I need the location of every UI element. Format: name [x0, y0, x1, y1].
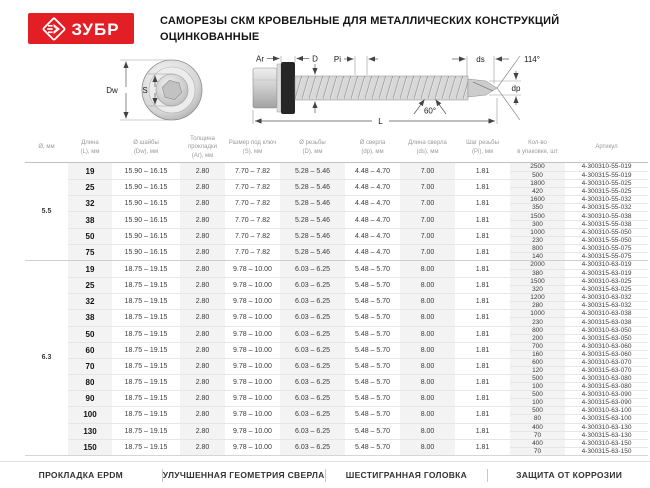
quantity-cell: 230 [510, 237, 565, 244]
table-body [25, 163, 648, 455]
thread-pitch-cell: 1.81 [475, 167, 490, 175]
thread-diameter-cell: 6.03 – 6.25 [280, 261, 345, 277]
drill-diameter-cell: 4.48 – 4.70 [354, 167, 391, 175]
sku-cell: 4-300315-63-130 [581, 431, 632, 439]
length-cell: 25 [68, 278, 112, 293]
thread-pitch-cell: 1.81 [475, 216, 490, 224]
quantity-cell: 120 [510, 367, 565, 374]
drill-length-cell: 8.00 [400, 391, 455, 406]
sku-cell: 4-300310-55-050 [581, 228, 632, 236]
spec-row [68, 228, 648, 244]
gasket-thickness-cell: 2.80 [180, 229, 225, 244]
spec-row [68, 195, 648, 211]
wrench-size-cell: 9.78 – 10.00 [233, 282, 272, 290]
wrench-size-cell: 9.78 – 10.00 [233, 362, 272, 370]
pack-group [510, 375, 648, 390]
drill-length-cell: 8.00 [400, 294, 455, 309]
sku-cell: 4-300315-63-100 [581, 415, 632, 423]
column-header-quantity: Кол-во в упаковке, шт [517, 140, 558, 155]
sku-cell: 4-300310-63-032 [581, 294, 632, 302]
length-cell: 19 [68, 163, 112, 179]
spec-row [68, 211, 648, 227]
washer-diameter-cell: 15.90 – 16.15 [124, 184, 168, 192]
wrench-size-cell: 9.78 – 10.00 [233, 298, 272, 306]
washer-diameter-cell: 18.75 – 19.15 [124, 362, 168, 370]
drill-diameter-cell: 5.48 – 5.70 [354, 395, 391, 403]
drill-length-cell: 7.00 [400, 245, 455, 260]
drill-length-cell: 8.00 [400, 261, 455, 277]
length-cell: 38 [68, 310, 112, 325]
length-cell: 60 [68, 343, 112, 358]
sku-cell: 4-300315-63-032 [581, 302, 632, 310]
quantity-cell: 300 [510, 221, 565, 228]
diameter-cell: 5.5 [41, 207, 52, 215]
quantity-cell: 100 [510, 399, 565, 406]
pack-group [510, 391, 648, 406]
sku-cell: 4-300315-55-050 [581, 236, 632, 244]
thread-pitch-cell: 1.81 [475, 298, 490, 306]
length-cell: 25 [68, 180, 112, 195]
thread-diameter-cell: 6.03 – 6.25 [280, 343, 345, 358]
sku-cell: 4-300310-63-150 [581, 439, 632, 447]
spec-row [68, 390, 648, 406]
sku-cell: 4-300315-63-060 [581, 350, 632, 358]
features-bar [0, 461, 650, 488]
sku-cell: 4-300310-63-019 [581, 261, 632, 269]
sku-cell: 4-300310-55-038 [581, 212, 632, 220]
thread-diameter-cell: 6.03 – 6.25 [280, 407, 345, 422]
thread-diameter-cell: 6.03 – 6.25 [280, 359, 345, 374]
drill-length-cell: 7.00 [400, 212, 455, 227]
washer-diameter-cell: 18.75 – 19.15 [124, 411, 168, 419]
quantity-cell: 140 [510, 253, 565, 260]
washer-diameter-cell: 18.75 – 19.15 [124, 427, 168, 435]
washer-diameter-cell: 18.75 – 19.15 [124, 330, 168, 338]
quantity-cell: 350 [510, 204, 565, 211]
thread-diameter-cell: 6.03 – 6.25 [280, 310, 345, 325]
title-line-2: ОЦИНКОВАННЫЕ [160, 30, 260, 43]
wrench-size-cell: 7.70 – 7.82 [234, 184, 271, 192]
thread-diameter-cell: 5.28 – 5.46 [280, 196, 345, 211]
sku-cell: 4-300315-63-070 [581, 366, 632, 374]
quantity-cell: 70 [510, 448, 565, 455]
quantity-cell: 1800 [510, 180, 565, 187]
thread-pitch-cell: 1.81 [475, 346, 490, 354]
gasket-thickness-cell: 2.80 [180, 343, 225, 358]
sku-cell: 4-300310-63-070 [581, 358, 632, 366]
quantity-cell: 2000 [510, 261, 565, 269]
drill-length-cell: 8.00 [400, 407, 455, 422]
washer-top-view [142, 60, 202, 120]
spec-row [68, 261, 648, 277]
wrench-size-cell: 9.78 – 10.00 [233, 395, 272, 403]
dim-label-dp: dp [511, 84, 521, 93]
pack-group [510, 327, 648, 342]
quantity-cell: 400 [510, 424, 565, 431]
length-cell: 32 [68, 294, 112, 309]
sku-cell: 4-300315-63-025 [581, 286, 632, 294]
length-cell: 150 [68, 440, 112, 455]
sku-cell: 4-300315-63-090 [581, 399, 632, 407]
pack-group [510, 440, 648, 455]
spec-row [68, 163, 648, 179]
feature-drill-geometry: УЛУЧШЕННАЯ ГЕОМЕТРИЯ СВЕРЛА [162, 470, 325, 480]
size-section [25, 260, 648, 455]
gasket-thickness-cell: 2.80 [180, 391, 225, 406]
drill-diameter-cell: 5.48 – 5.70 [354, 298, 391, 306]
column-header-gasket: Толщина прокладки (Ar), мм [188, 136, 217, 159]
washer-diameter-cell: 18.75 – 19.15 [124, 265, 168, 273]
gasket-thickness-cell: 2.80 [180, 196, 225, 211]
sku-cell: 4-300310-63-090 [581, 391, 632, 399]
thread-diameter-cell: 6.03 – 6.25 [280, 294, 345, 309]
thread-diameter-cell: 5.28 – 5.46 [280, 163, 345, 179]
drill-diameter-cell: 5.48 – 5.70 [354, 362, 391, 370]
quantity-cell: 500 [510, 172, 565, 180]
wrench-size-cell: 9.78 – 10.00 [233, 379, 272, 387]
washer-diameter-cell: 15.90 – 16.15 [124, 232, 168, 240]
thread-diameter-cell: 6.03 – 6.25 [280, 375, 345, 390]
sku-cell: 4-300315-63-038 [581, 318, 632, 326]
drill-diameter-cell: 4.48 – 4.70 [354, 248, 391, 256]
quantity-cell: 2500 [510, 163, 565, 171]
gasket-thickness-cell: 2.80 [180, 407, 225, 422]
drill-length-cell: 7.00 [400, 229, 455, 244]
drill-length-cell: 8.00 [400, 440, 455, 455]
quantity-cell: 400 [510, 440, 565, 447]
quantity-cell: 100 [510, 383, 565, 390]
length-cell: 19 [68, 261, 112, 277]
quantity-cell: 600 [510, 359, 565, 366]
column-header-wrench: Размер под ключ (S), мм [228, 140, 277, 155]
spec-row [68, 277, 648, 293]
pack-group [510, 212, 648, 227]
quantity-cell: 160 [510, 351, 565, 358]
wrench-size-cell: 9.78 – 10.00 [233, 411, 272, 419]
sku-cell: 4-300310-63-080 [581, 375, 632, 383]
length-cell: 38 [68, 212, 112, 227]
gasket-thickness-cell: 2.80 [180, 180, 225, 195]
pack-group [510, 245, 648, 260]
quantity-cell: 420 [510, 188, 565, 195]
thread-diameter-cell: 5.28 – 5.46 [280, 245, 345, 260]
drill-diameter-cell: 5.48 – 5.70 [354, 314, 391, 322]
thread-diameter-cell: 5.28 – 5.46 [280, 229, 345, 244]
spec-row [68, 423, 648, 439]
wrench-size-cell: 9.78 – 10.00 [233, 443, 272, 451]
drill-diameter-cell: 4.48 – 4.70 [354, 200, 391, 208]
length-cell: 80 [68, 375, 112, 390]
spec-row [68, 309, 648, 325]
column-header-drill-length: Длина сверла (ds), мм [408, 140, 447, 155]
wrench-size-cell: 7.70 – 7.82 [234, 167, 271, 175]
quantity-cell: 1500 [510, 212, 565, 219]
thread-diameter-cell: 6.03 – 6.25 [280, 424, 345, 439]
thread-diameter-cell: 6.03 – 6.25 [280, 391, 345, 406]
length-cell: 70 [68, 359, 112, 374]
wrench-size-cell: 9.78 – 10.00 [233, 427, 272, 435]
gasket-thickness-cell: 2.80 [180, 310, 225, 325]
sku-cell: 4-300310-55-075 [581, 244, 632, 252]
quantity-cell: 700 [510, 343, 565, 350]
sku-cell: 4-300310-63-060 [581, 342, 632, 350]
gasket-thickness-cell: 2.80 [180, 278, 225, 293]
pack-group [510, 261, 648, 277]
sku-cell: 4-300315-63-050 [581, 334, 632, 342]
wrench-size-cell: 7.70 – 7.82 [234, 232, 271, 240]
pack-group [510, 229, 648, 244]
washer-diameter-cell: 18.75 – 19.15 [124, 443, 168, 451]
drill-diameter-cell: 5.48 – 5.70 [354, 427, 391, 435]
spec-row [68, 326, 648, 342]
thread-pitch-cell: 1.81 [475, 330, 490, 338]
gasket-thickness-cell: 2.80 [180, 440, 225, 455]
drill-length-cell: 8.00 [400, 375, 455, 390]
washer-diameter-cell: 15.90 – 16.15 [124, 216, 168, 224]
thread-pitch-cell: 1.81 [475, 411, 490, 419]
sku-cell: 4-300315-55-038 [581, 220, 632, 228]
column-header-drill: Ø сверла (dp), мм [359, 140, 386, 155]
length-cell: 100 [68, 407, 112, 422]
length-cell: 90 [68, 391, 112, 406]
drill-length-cell: 7.00 [400, 196, 455, 211]
gasket-thickness-cell: 2.80 [180, 163, 225, 179]
drill-diameter-cell: 5.48 – 5.70 [354, 265, 391, 273]
thread-pitch-cell: 1.81 [475, 200, 490, 208]
washer-diameter-cell: 15.90 – 16.15 [124, 248, 168, 256]
washer-diameter-cell: 15.90 – 16.15 [124, 200, 168, 208]
column-header-sku: Артикул [595, 144, 618, 151]
spec-row [68, 406, 648, 422]
wrench-size-cell: 9.78 – 10.00 [233, 314, 272, 322]
thread-diameter-cell: 6.03 – 6.25 [280, 278, 345, 293]
drill-diameter-cell: 5.48 – 5.70 [354, 411, 391, 419]
spec-row [68, 244, 648, 260]
drill-diameter-cell: 4.48 – 4.70 [354, 216, 391, 224]
thread-pitch-cell: 1.81 [475, 443, 490, 451]
pack-group [510, 163, 648, 179]
dim-label-ds: ds [476, 55, 485, 64]
dim-label-length: L [378, 117, 383, 126]
spec-row [68, 374, 648, 390]
drill-diameter-cell: 4.48 – 4.70 [354, 184, 391, 192]
thread-diameter-cell: 5.28 – 5.46 [280, 212, 345, 227]
pack-group [510, 196, 648, 211]
gasket-thickness-cell: 2.80 [180, 212, 225, 227]
spec-table [25, 133, 648, 456]
length-cell: 50 [68, 229, 112, 244]
quantity-cell: 500 [510, 391, 565, 398]
gasket-thickness-cell: 2.80 [180, 327, 225, 342]
zubr-logo [28, 13, 134, 44]
gasket-thickness-cell: 2.80 [180, 294, 225, 309]
title-line-1: САМОРЕЗЫ СКМ КРОВЕЛЬНЫЕ ДЛЯ МЕТАЛЛИЧЕСКИХ КОНСТРУКЦИЙ [160, 15, 560, 27]
wrench-size-cell: 9.78 – 10.00 [233, 265, 272, 273]
pack-group [510, 424, 648, 439]
diameter-cell: 6.3 [41, 354, 52, 362]
dim-label-ar: Ar [256, 54, 264, 64]
length-cell: 50 [68, 327, 112, 342]
zubr-arrow-icon [42, 17, 66, 41]
drill-length-cell: 8.00 [400, 343, 455, 358]
pack-group [510, 180, 648, 195]
pack-group [510, 343, 648, 358]
dim-label-dw: Dw [106, 86, 118, 95]
gasket-thickness-cell: 2.80 [180, 245, 225, 260]
drill-diameter-cell: 5.48 – 5.70 [354, 330, 391, 338]
quantity-cell: 500 [510, 407, 565, 414]
thread-pitch-cell: 1.81 [475, 265, 490, 273]
thread-pitch-cell: 1.81 [475, 427, 490, 435]
sku-cell: 4-300310-63-130 [581, 423, 632, 431]
pack-group [510, 407, 648, 422]
thread-pitch-cell: 1.81 [475, 314, 490, 322]
spec-row [68, 179, 648, 195]
thread-pitch-cell: 1.81 [475, 379, 490, 387]
length-cell: 75 [68, 245, 112, 260]
wrench-size-cell: 9.78 – 10.00 [233, 330, 272, 338]
sku-cell: 4-300315-55-025 [581, 188, 632, 196]
drill-diameter-cell: 4.48 – 4.70 [354, 232, 391, 240]
length-cell: 32 [68, 196, 112, 211]
sku-cell: 4-300315-63-019 [581, 269, 632, 277]
quantity-cell: 1500 [510, 278, 565, 285]
washer-diameter-cell: 18.75 – 19.15 [124, 395, 168, 403]
page-title [160, 14, 630, 46]
column-header-length: Длина (L), мм [80, 140, 100, 155]
column-header-diameter: Ø, мм [38, 144, 55, 151]
drill-length-cell: 8.00 [400, 278, 455, 293]
quantity-cell: 1000 [510, 229, 565, 236]
thread-pitch-cell: 1.81 [475, 395, 490, 403]
dim-label-tip-angle: 114° [524, 55, 540, 64]
quantity-cell: 380 [510, 270, 565, 278]
thread-diameter-cell: 5.28 – 5.46 [280, 180, 345, 195]
sku-cell: 4-300310-63-050 [581, 326, 632, 334]
sku-cell: 4-300310-63-100 [581, 407, 632, 415]
sku-cell: 4-300315-63-080 [581, 383, 632, 391]
thread-pitch-cell: 1.81 [475, 232, 490, 240]
sku-cell: 4-300315-55-075 [581, 252, 632, 260]
screw-side-view [253, 62, 497, 114]
table-header-row [25, 133, 648, 163]
quantity-cell: 320 [510, 286, 565, 293]
wrench-size-cell: 7.70 – 7.82 [234, 248, 271, 256]
pack-group [510, 310, 648, 325]
feature-hex-head: ШЕСТИГРАННАЯ ГОЛОВКА [345, 470, 468, 480]
sku-cell: 4-300315-55-019 [581, 171, 632, 179]
drill-length-cell: 8.00 [400, 327, 455, 342]
quantity-cell: 500 [510, 375, 565, 382]
drill-diameter-cell: 5.48 – 5.70 [354, 282, 391, 290]
quantity-cell: 800 [510, 245, 565, 252]
washer-diameter-cell: 18.75 – 19.15 [124, 346, 168, 354]
dim-label-s: S [142, 86, 148, 95]
thread-diameter-cell: 6.03 – 6.25 [280, 440, 345, 455]
gasket-thickness-cell: 2.80 [180, 375, 225, 390]
thread-pitch-cell: 1.81 [475, 282, 490, 290]
sku-cell: 4-300310-55-019 [581, 163, 632, 171]
dim-label-thread-angle: 60° [423, 106, 437, 116]
feature-corrosion-protection: ЗАЩИТА ОТ КОРРОЗИИ [516, 470, 623, 480]
drill-length-cell: 7.00 [400, 163, 455, 179]
quantity-cell: 230 [510, 318, 565, 325]
gasket-thickness-cell: 2.80 [180, 424, 225, 439]
sku-cell: 4-300315-55-032 [581, 204, 632, 212]
thread-pitch-cell: 1.81 [475, 362, 490, 370]
size-section [25, 163, 648, 260]
quantity-cell: 800 [510, 327, 565, 334]
gasket-thickness-cell: 2.80 [180, 359, 225, 374]
spec-row [68, 439, 648, 455]
washer-diameter-cell: 18.75 – 19.15 [124, 282, 168, 290]
sku-cell: 4-300310-55-025 [581, 180, 632, 188]
thread-pitch-cell: 1.81 [475, 184, 490, 192]
length-cell: 130 [68, 424, 112, 439]
spec-row [68, 293, 648, 309]
drill-length-cell: 8.00 [400, 424, 455, 439]
gasket-thickness-cell: 2.80 [180, 261, 225, 277]
sku-cell: 4-300310-63-025 [581, 278, 632, 286]
quantity-cell: 70 [510, 432, 565, 439]
pack-group [510, 359, 648, 374]
logo-text: ЗУБР [71, 19, 120, 39]
pack-group [510, 278, 648, 293]
quantity-cell: 280 [510, 302, 565, 309]
drill-length-cell: 8.00 [400, 310, 455, 325]
drill-diameter-cell: 5.48 – 5.70 [354, 443, 391, 451]
feature-epdm-gasket: ПРОКЛАДКА EPDM [38, 470, 124, 480]
washer-diameter-cell: 18.75 – 19.15 [124, 314, 168, 322]
washer-diameter-cell: 18.75 – 19.15 [124, 298, 168, 306]
screw-diagram [0, 53, 650, 133]
dim-label-pi: Pi [333, 55, 341, 64]
drill-diameter-cell: 5.48 – 5.70 [354, 379, 391, 387]
wrench-size-cell: 7.70 – 7.82 [234, 216, 271, 224]
quantity-cell: 1000 [510, 310, 565, 317]
quantity-cell: 80 [510, 415, 565, 422]
thread-diameter-cell: 6.03 – 6.25 [280, 327, 345, 342]
drill-length-cell: 8.00 [400, 359, 455, 374]
sku-cell: 4-300315-63-150 [581, 447, 632, 455]
washer-diameter-cell: 18.75 – 19.15 [124, 379, 168, 387]
column-header-washer: Ø шайбы (Dw), мм [133, 140, 159, 155]
sku-cell: 4-300310-55-032 [581, 196, 632, 204]
thread-pitch-cell: 1.81 [475, 248, 490, 256]
pack-group [510, 294, 648, 309]
washer-diameter-cell: 15.90 – 16.15 [124, 167, 168, 175]
drill-length-cell: 7.00 [400, 180, 455, 195]
quantity-cell: 200 [510, 335, 565, 342]
wrench-size-cell: 7.70 – 7.82 [234, 200, 271, 208]
quantity-cell: 1600 [510, 196, 565, 203]
drill-diameter-cell: 5.48 – 5.70 [354, 346, 391, 354]
column-header-pitch: Шаг резьбы (Pi), мм [466, 140, 499, 155]
column-header-thread: Ø резьбы (D), мм [299, 140, 326, 155]
spec-row [68, 358, 648, 374]
spec-row [68, 342, 648, 358]
dim-label-d: D [312, 54, 318, 64]
wrench-size-cell: 9.78 – 10.00 [233, 346, 272, 354]
quantity-cell: 1200 [510, 294, 565, 301]
sku-cell: 4-300310-63-038 [581, 310, 632, 318]
